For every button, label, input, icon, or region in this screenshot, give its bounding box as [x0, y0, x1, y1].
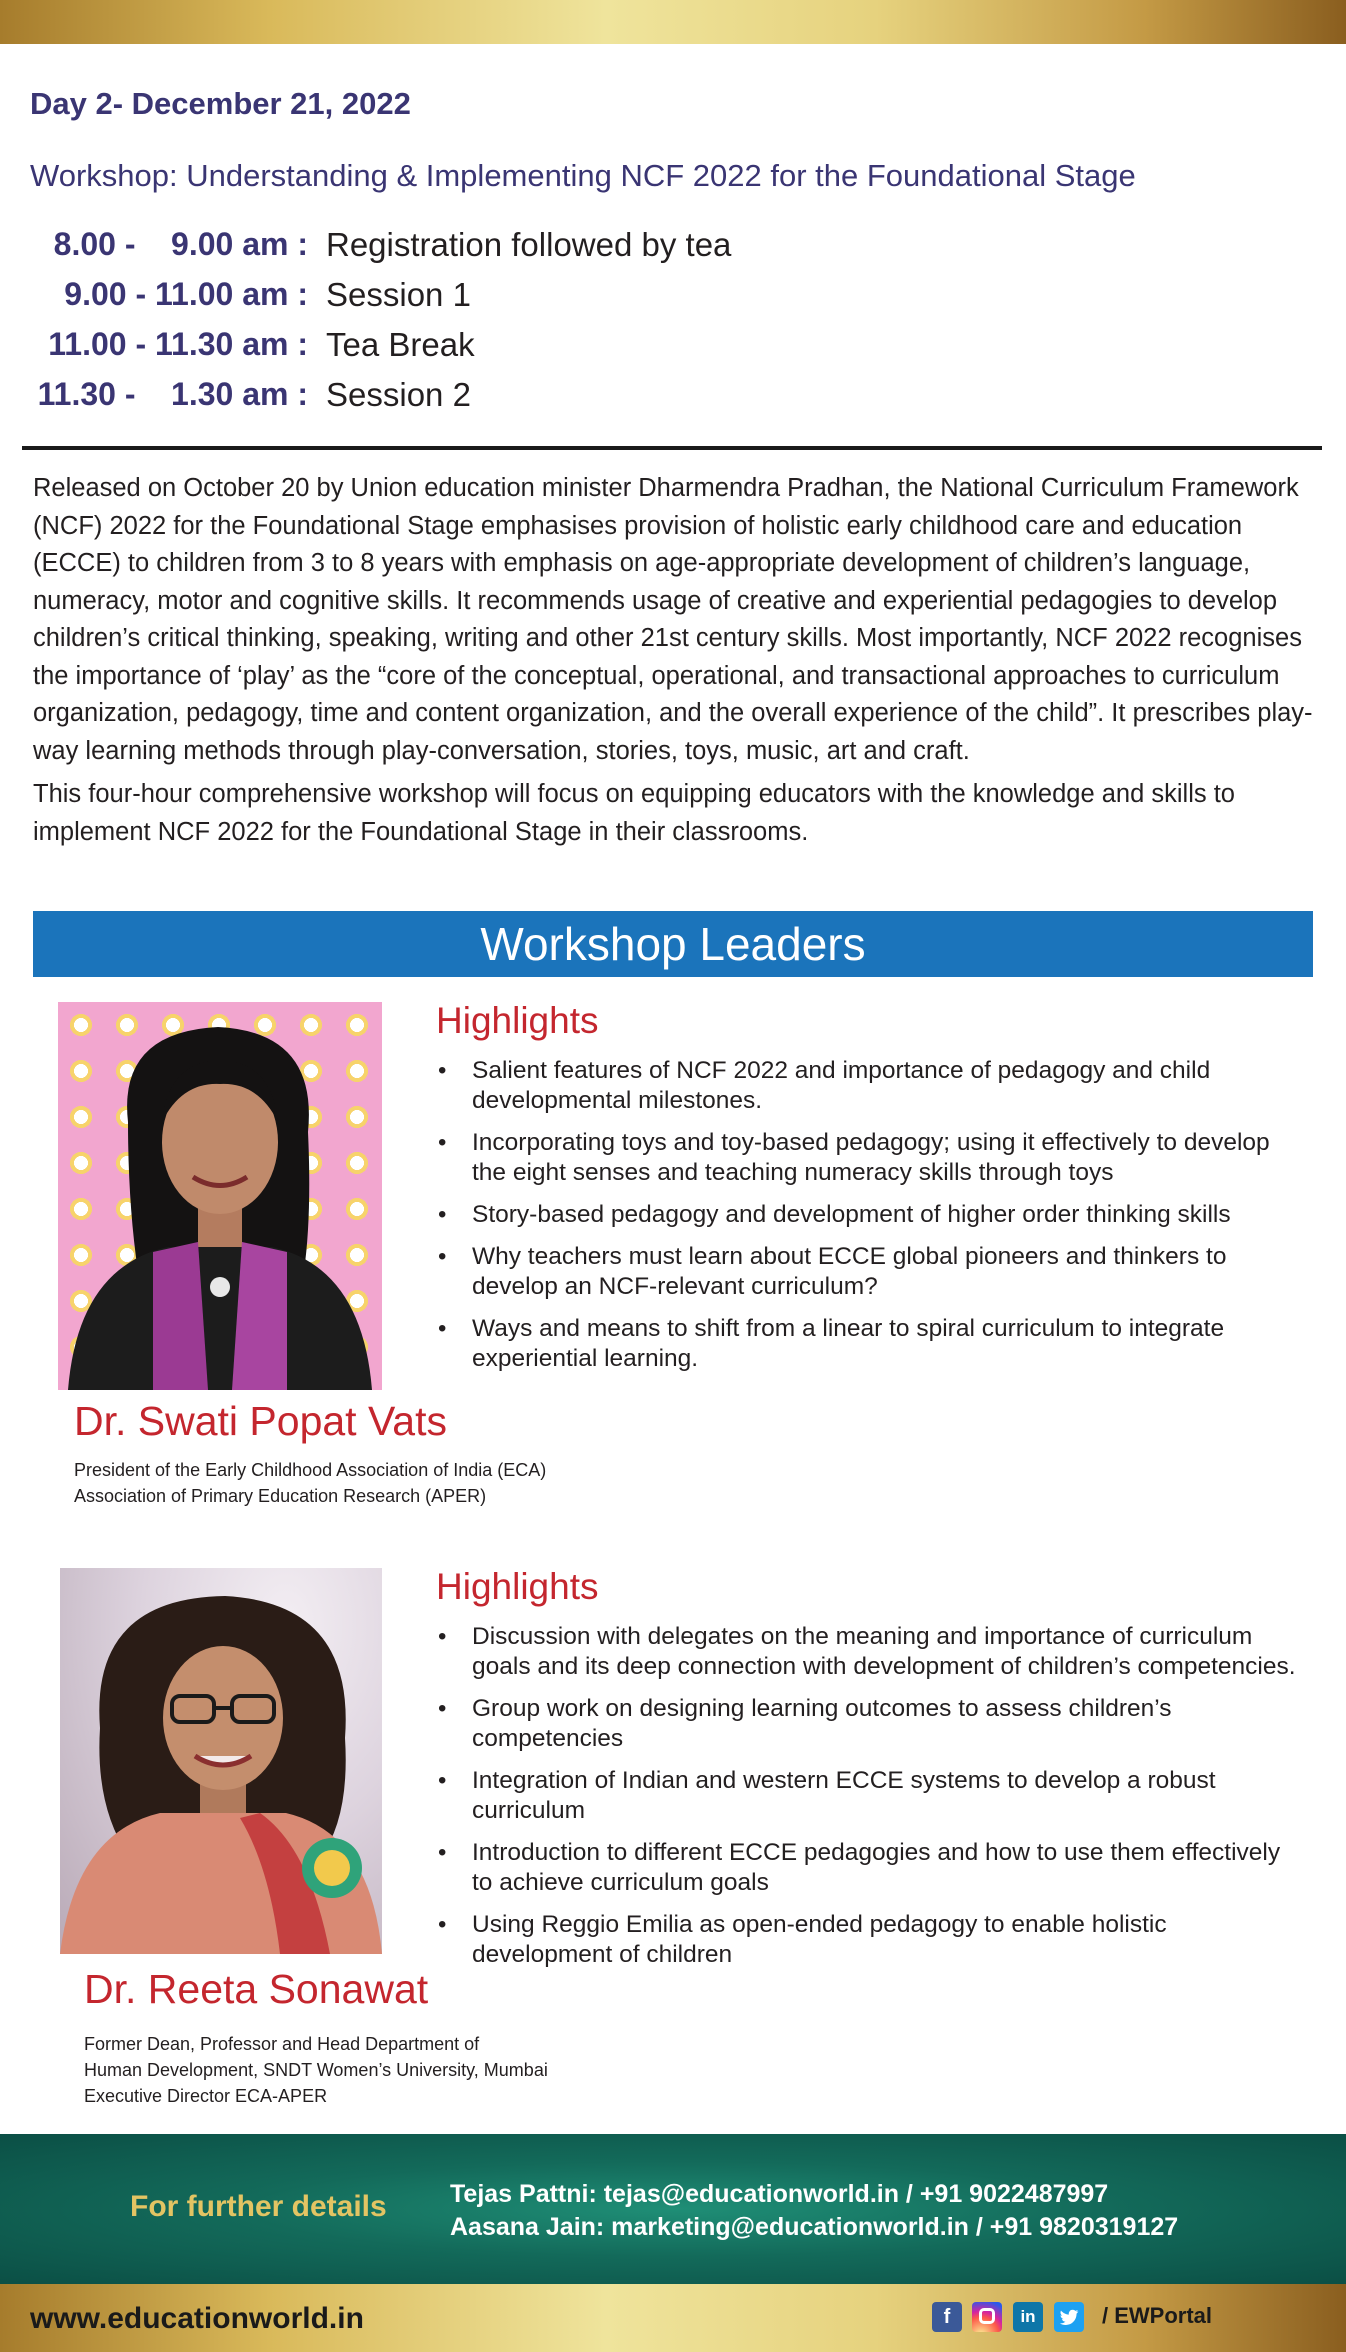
leader-title: President of the Early Childhood Association of India (ECA) — [74, 1460, 547, 1480]
top-gold-bar — [0, 0, 1346, 44]
leader-title: Former Dean, Professor and Head Department of — [84, 2034, 480, 2054]
leader-photo-swati — [58, 1002, 382, 1390]
leader-title: Association of Primary Education Research (APER) — [74, 1486, 487, 1506]
website-link[interactable]: www.educationworld.in — [30, 2302, 364, 2335]
twitter-bird-glyph — [1058, 2306, 1080, 2328]
intro-paragraph: This four-hour comprehensive workshop will focus on equipping educators with the knowledge and skills to implement NCF 2022 for the Foundational Stage in their classrooms. — [33, 780, 1235, 846]
facebook-icon[interactable]: f — [932, 2302, 962, 2332]
further-details-label: For further details — [130, 2190, 387, 2223]
highlight-item: • Salient features of NCF 2022 and importance of pedagogy and child developmental milestones. — [436, 1056, 1296, 1116]
instagram-icon[interactable] — [972, 2302, 1002, 2332]
day-title: Day 2- December 21, 2022 — [30, 86, 411, 121]
highlight-item: • Incorporating toys and toy-based pedagogy; using it effectively to develop the eight senses and teaching numeracy skills through toys — [436, 1128, 1296, 1188]
schedule-time: 8.00 - 9.00 am : — [53, 226, 308, 262]
highlight-item: • Story-based pedagogy and development of higher order thinking skills — [436, 1200, 1296, 1230]
intro-text — [33, 470, 1323, 851]
highlight-item: • Discussion with delegates on the meaning and importance of curriculum goals and its deep connection with development of children’s competencies. — [436, 1622, 1296, 1682]
portrait-illustration — [60, 1568, 382, 1954]
section-divider — [22, 446, 1322, 450]
schedule-time: 11.30 - 1.30 am : — [37, 376, 308, 412]
contact-line[interactable]: Tejas Pattni: tejas@educationworld.in / +91 9022487997 — [450, 2180, 1109, 2208]
twitter-icon[interactable] — [1054, 2302, 1084, 2332]
highlights-heading: Highlights — [436, 1000, 599, 1041]
leader-name: Dr. Swati Popat Vats — [74, 1398, 447, 1444]
schedule-description: Registration followed by tea — [326, 226, 732, 263]
workshop-leaders-banner: Workshop Leaders — [33, 911, 1313, 977]
schedule-description: Session 2 — [326, 376, 471, 413]
highlights-list — [436, 1622, 1296, 1982]
highlights-heading: Highlights — [436, 1566, 599, 1607]
highlight-item: • Introduction to different ECCE pedagogies and how to use them effectively to achieve curriculum goals — [436, 1838, 1296, 1898]
highlight-item: • Integration of Indian and western ECCE systems to develop a robust curriculum — [436, 1766, 1296, 1826]
contact-line[interactable]: Aasana Jain: marketing@educationworld.in / +91 9820319127 — [450, 2213, 1179, 2241]
linkedin-icon[interactable]: in — [1013, 2302, 1043, 2332]
schedule-time: 9.00 - 11.00 am : — [64, 276, 308, 312]
schedule-description: Session 1 — [326, 276, 471, 313]
highlights-list — [436, 1056, 1296, 1386]
leader-photo-reeta — [60, 1568, 382, 1954]
leader-title: Human Development, SNDT Women’s University, Mumbai — [84, 2060, 548, 2080]
highlight-item: • Group work on designing learning outcomes to assess children’s competencies — [436, 1694, 1296, 1754]
leader-name: Dr. Reeta Sonawat — [84, 1966, 429, 2012]
portrait-illustration — [58, 1002, 382, 1390]
workshop-title: Workshop: Understanding & Implementing NCF 2022 for the Foundational Stage — [30, 158, 1136, 193]
leader-title: Executive Director ECA-APER — [84, 2086, 328, 2106]
intro-paragraph: Released on October 20 by Union education minister Dharmendra Pradhan, the National Curriculum Framework (NCF) 2022 for the Foundational Stage emphasises provision of holistic early childhood care and education (ECCE) to children from 3 to 8 years with emphasis on age-appropriate development of children’s language, numeracy, motor and cognitive skills. It recommends usage of creative and experiential pedagogies to develop children’s critical thinking, speaking, writing and other 21st century skills. Most importantly, NCF 2022 recognises the importance of ‘play’ as the “core of the conceptual, operational, and transactional approaches to curriculum organization, pedagogy, time and content organization, and the overall experience of the child”. It prescribes play-way learning methods through play-conversation, stories, toys, music, art and craft. — [33, 474, 1313, 765]
highlight-item: • Ways and means to shift from a linear to spiral curriculum to integrate experiential learning. — [436, 1314, 1296, 1374]
social-handle: / EWPortal — [1102, 2303, 1213, 2328]
schedule-time: 11.00 - 11.30 am : — [48, 326, 308, 362]
highlight-item: • Why teachers must learn about ECCE global pioneers and thinkers to develop an NCF-relevant curriculum? — [436, 1242, 1296, 1302]
schedule-description: Tea Break — [326, 326, 475, 363]
highlight-item: • Using Reggio Emilia as open-ended pedagogy to enable holistic development of children — [436, 1910, 1296, 1970]
